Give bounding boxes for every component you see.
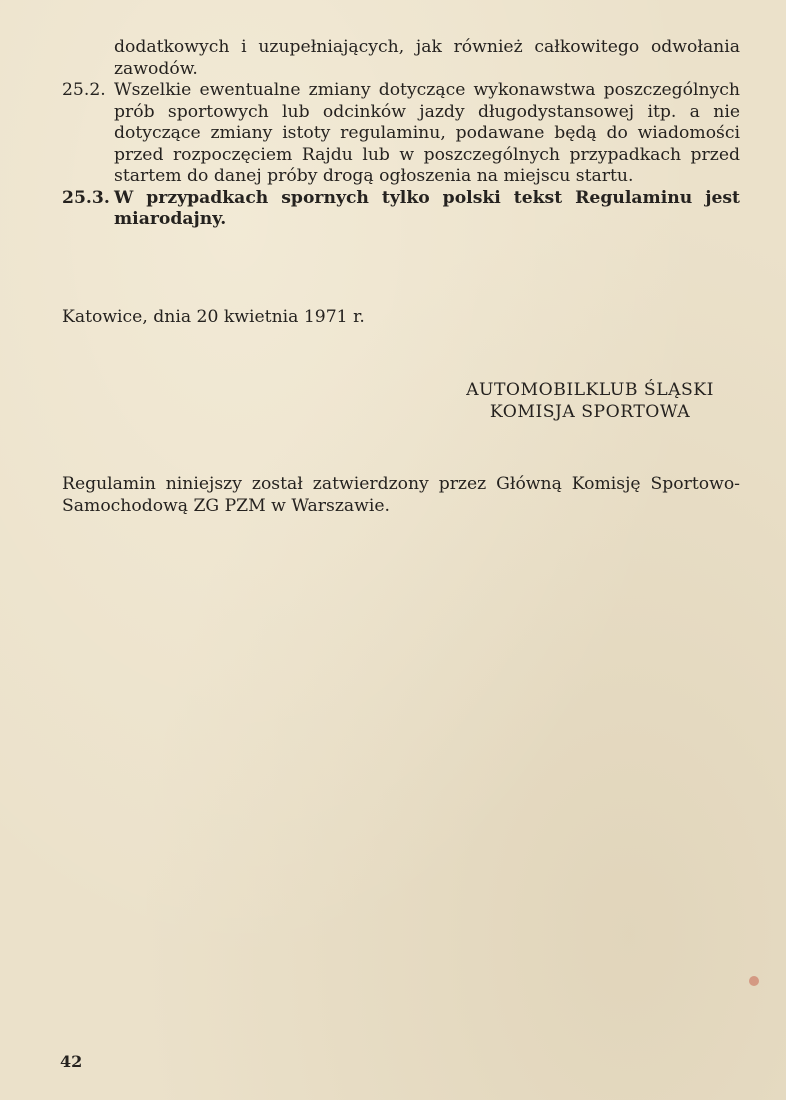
paragraph-25-2	[62, 80, 740, 188]
paragraph-continuation	[62, 37, 740, 80]
dateline: Katowice, dnia 20 kwietnia 1971 r.	[62, 307, 365, 327]
paragraph-25-3	[62, 188, 740, 231]
signature-block	[420, 380, 760, 423]
paragraph-text: Wszelkie ewentualne zmiany dotyczące wykonawstwa poszczególnych prób sportowych lub odcinków jazdy długodystansowej itp. a nie dotyczące zmiany istoty regulaminu, podawane będą do wiadomości przed rozpoczęciem Rajdu lub w poszczególnych przypadkach przed startem do danej próby drogą ogłoszenia na miejscu startu.	[114, 80, 740, 186]
signature-organization: AUTOMOBILKLUB ŚLĄSKI	[466, 380, 714, 400]
signature-commission: KOMISJA SPORTOWA	[489, 401, 691, 422]
paragraph-number	[62, 37, 114, 80]
paragraph-number: 25.3.	[62, 187, 110, 208]
paper-stain	[749, 976, 759, 986]
paragraph-number: 25.2.	[62, 80, 106, 100]
page-number: 42	[60, 1052, 83, 1071]
paragraph-text: dodatkowych i uzupełniających, jak również całkowitego odwołania zawodów.	[114, 37, 740, 79]
approval-note: Regulamin niniejszy został zatwierdzony przez Główną Komisję Sportowo-Samochodową ZG PZM w Warszawie.	[62, 474, 740, 516]
regulation-text	[62, 37, 740, 231]
paragraph-text: W przypadkach spornych tylko polski tekst Regulaminu jest miarodajny.	[114, 187, 740, 229]
